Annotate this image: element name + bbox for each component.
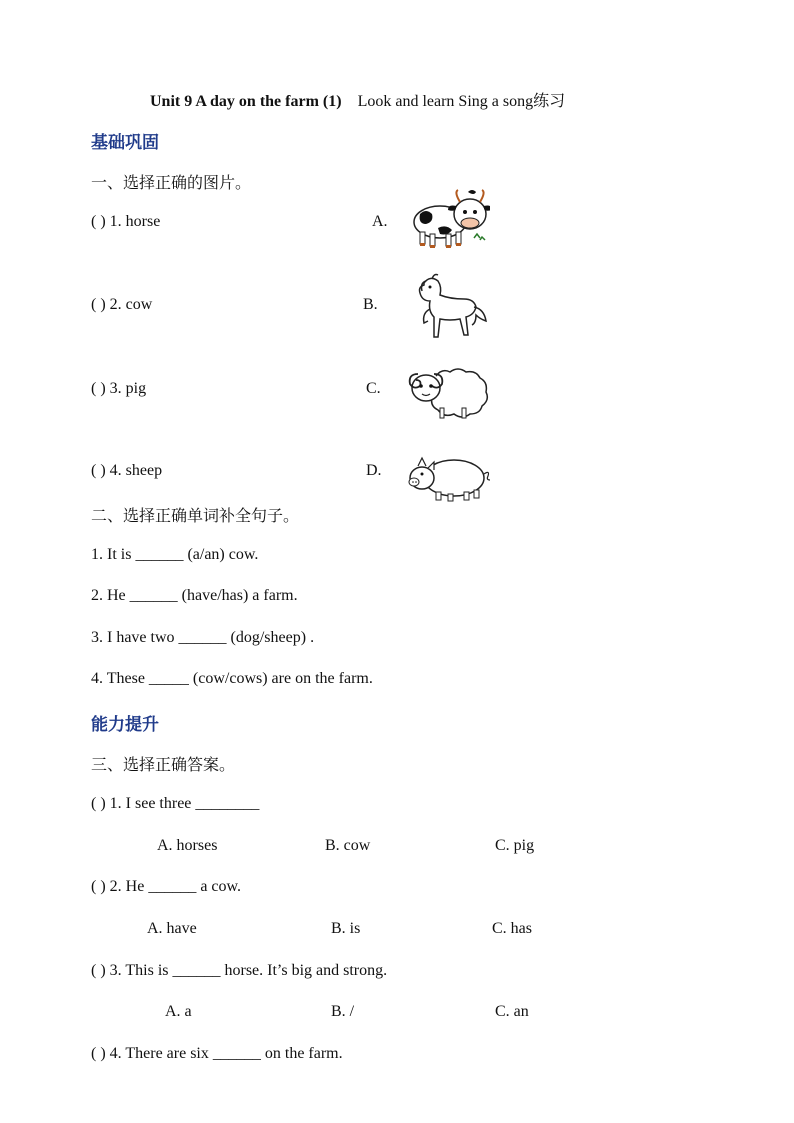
title-bold: Unit 9 A day on the farm (1) (150, 93, 342, 110)
part1-option-a: A. (372, 213, 388, 230)
page-title (150, 88, 565, 111)
part3-question-1: ( ) 1. I see three ________ (91, 795, 260, 812)
part1-item-2: ( ) 2. cow (91, 296, 153, 313)
horse-icon (408, 273, 488, 345)
part3-q2-option-a: A. have (147, 920, 197, 937)
part3-q3-option-b: B. / (331, 1003, 355, 1020)
part2-item-3: 3. I have two ______ (dog/sheep) . (91, 629, 315, 646)
part3-q1-option-a: A. horses (157, 837, 218, 854)
part1-item-4: ( ) 4. sheep (91, 462, 163, 479)
part2-heading: 二、选择正确单词补全句子。 (91, 506, 300, 525)
part3-question-2: ( ) 2. He ______ a cow. (91, 878, 242, 895)
section-basic: 基础巩固 (91, 133, 159, 153)
part3-question-3: ( ) 3. This is ______ horse. It’s big and strong. (91, 962, 388, 979)
cow-icon (408, 186, 490, 250)
part2-item-4: 4. These _____ (cow/cows) are on the farm. (91, 670, 373, 687)
part3-q2-option-b: B. is (331, 920, 361, 937)
part3-heading: 三、选择正确答案。 (91, 755, 236, 774)
part3-q1-option-c: C. pig (495, 837, 535, 854)
part1-heading: 一、选择正确的图片。 (91, 173, 252, 192)
part1-option-d: D. (366, 462, 382, 479)
section-advanced: 能力提升 (91, 715, 159, 735)
part3-q3-option-c: C. an (495, 1003, 529, 1020)
part2-item-1: 1. It is ______ (a/an) cow. (91, 546, 259, 563)
part1-item-3: ( ) 3. pig (91, 380, 147, 397)
part2-item-2: 2. He ______ (have/has) a farm. (91, 587, 298, 604)
part1-option-b: B. (363, 296, 378, 313)
part1-option-c: C. (366, 380, 381, 397)
part3-question-4: ( ) 4. There are six ______ on the farm. (91, 1045, 343, 1062)
part3-q1-option-b: B. cow (325, 837, 371, 854)
pig-icon (408, 454, 492, 504)
part3-q3-option-a: A. a (165, 1003, 192, 1020)
sheep-icon (406, 362, 490, 422)
title-rest: Look and learn Sing a song练习 (357, 93, 566, 110)
part3-q2-option-c: C. has (492, 920, 532, 937)
part1-item-1: ( ) 1. horse (91, 213, 161, 230)
